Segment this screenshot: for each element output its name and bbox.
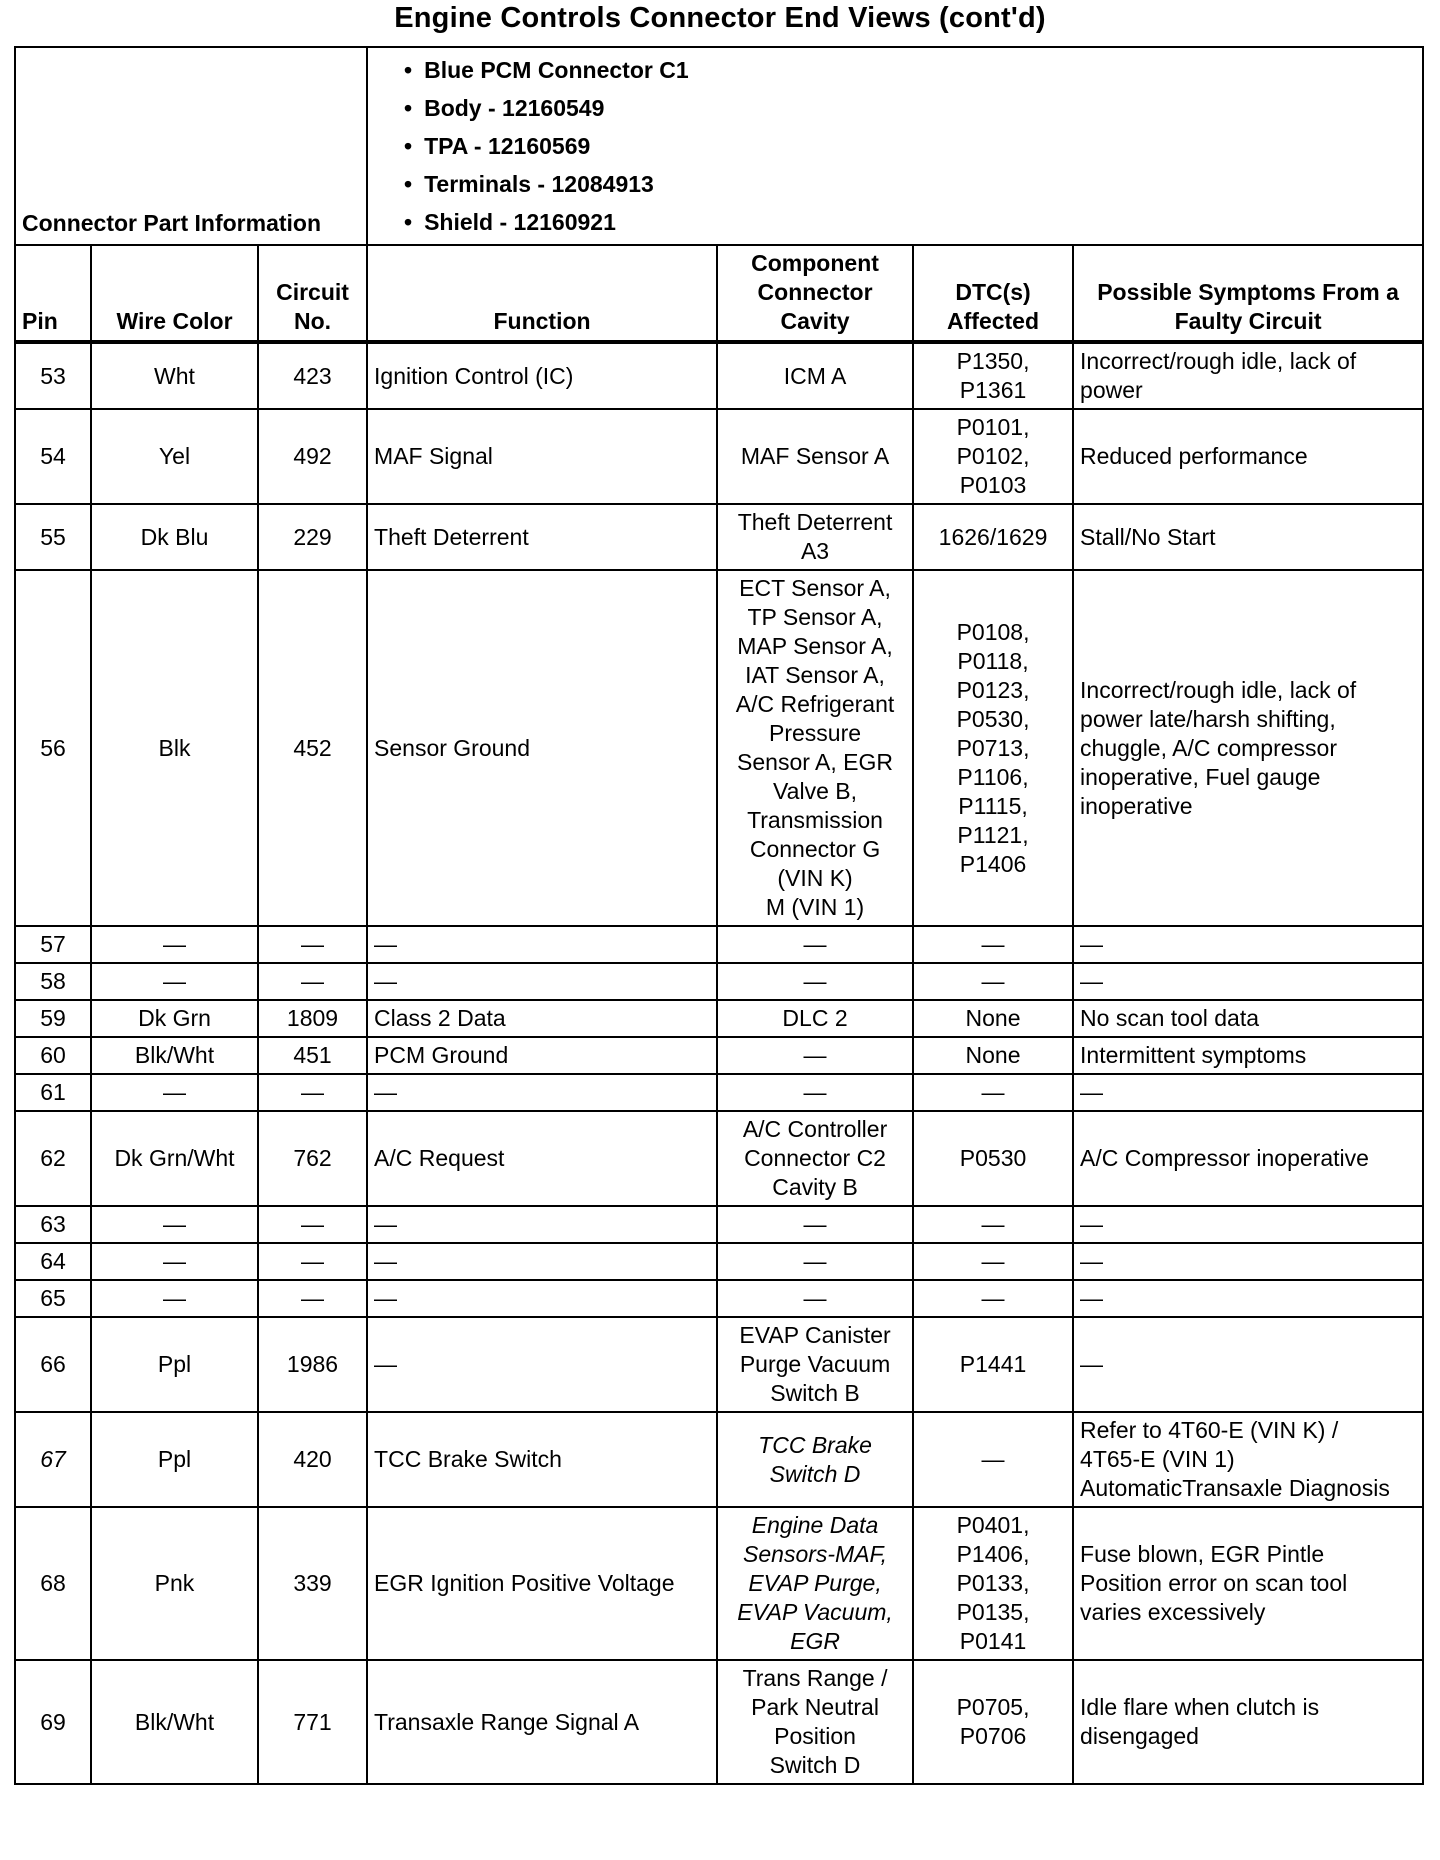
cavity-cell: — [717, 963, 913, 1000]
wire-color-cell: Wht [91, 342, 258, 409]
wire-color-cell: — [91, 1074, 258, 1111]
connector-info-item: • Terminals - 12084913 [404, 165, 1416, 203]
function-cell: MAF Signal [367, 409, 717, 504]
wire-color-cell: Ppl [91, 1317, 258, 1412]
header-wire-color: Wire Color [91, 245, 258, 342]
header-circuit: Circuit No. [258, 245, 367, 342]
dtc-cell: P0530 [913, 1111, 1073, 1206]
circuit-cell: 229 [258, 504, 367, 570]
circuit-cell: — [258, 1206, 367, 1243]
dtc-cell: — [913, 963, 1073, 1000]
wire-color-cell: Ppl [91, 1412, 258, 1507]
dtc-cell: — [913, 926, 1073, 963]
function-cell: — [367, 926, 717, 963]
header-pin: Pin [15, 245, 91, 342]
pin-cell: 63 [15, 1206, 91, 1243]
pin-cell: 57 [15, 926, 91, 963]
cavity-cell: ECT Sensor A, TP Sensor A, MAP Sensor A, IAT Sensor A, A/C Refrigerant Pressure Sensor A, EGR Valve B, Transmission Connector G (VIN K) M (VIN 1) [717, 570, 913, 926]
symptoms-cell: Idle flare when clutch is disengaged [1073, 1660, 1423, 1784]
cavity-cell: — [717, 926, 913, 963]
table-row [15, 1206, 1423, 1243]
circuit-cell: 420 [258, 1412, 367, 1507]
dtc-cell: — [913, 1206, 1073, 1243]
function-cell: TCC Brake Switch [367, 1412, 717, 1507]
dtc-cell: P1350, P1361 [913, 342, 1073, 409]
circuit-cell: — [258, 963, 367, 1000]
table-row [15, 1074, 1423, 1111]
cavity-cell: TCC Brake Switch D [717, 1412, 913, 1507]
pin-cell: 55 [15, 504, 91, 570]
pin-cell: 64 [15, 1243, 91, 1280]
table-row [15, 1660, 1423, 1784]
symptoms-cell: Incorrect/rough idle, lack of power late/harsh shifting, chuggle, A/C compressor inoperative, Fuel gauge inoperative [1073, 570, 1423, 926]
connector-table [14, 46, 1424, 1785]
dtc-cell: P0705, P0706 [913, 1660, 1073, 1784]
symptoms-cell: — [1073, 1074, 1423, 1111]
cavity-cell: MAF Sensor A [717, 409, 913, 504]
circuit-cell: 339 [258, 1507, 367, 1660]
symptoms-cell: A/C Compressor inoperative [1073, 1111, 1423, 1206]
symptoms-cell: — [1073, 1317, 1423, 1412]
circuit-cell: 1809 [258, 1000, 367, 1037]
function-cell: Theft Deterrent [367, 504, 717, 570]
circuit-cell: 452 [258, 570, 367, 926]
table-row [15, 570, 1423, 926]
dtc-cell: None [913, 1037, 1073, 1074]
function-cell: Class 2 Data [367, 1000, 717, 1037]
dtc-cell: — [913, 1243, 1073, 1280]
wire-color-cell: Dk Blu [91, 504, 258, 570]
wire-color-cell: Blk/Wht [91, 1660, 258, 1784]
header-cavity: Component Connector Cavity [717, 245, 913, 342]
dtc-cell: P0101, P0102, P0103 [913, 409, 1073, 504]
wire-color-cell: Pnk [91, 1507, 258, 1660]
dtc-cell: — [913, 1412, 1073, 1507]
function-cell: A/C Request [367, 1111, 717, 1206]
function-cell: EGR Ignition Positive Voltage [367, 1507, 717, 1660]
cavity-cell: — [717, 1037, 913, 1074]
pin-cell: 65 [15, 1280, 91, 1317]
symptoms-cell: — [1073, 963, 1423, 1000]
wire-color-cell: — [91, 926, 258, 963]
pin-cell: 68 [15, 1507, 91, 1660]
dtc-cell: P1441 [913, 1317, 1073, 1412]
cavity-cell: EVAP Canister Purge Vacuum Switch B [717, 1317, 913, 1412]
cavity-cell: Trans Range / Park Neutral Position Switch D [717, 1660, 913, 1784]
pin-cell: 61 [15, 1074, 91, 1111]
table-row [15, 1280, 1423, 1317]
wire-color-cell: Dk Grn/Wht [91, 1111, 258, 1206]
pin-cell: 60 [15, 1037, 91, 1074]
table-row [15, 1111, 1423, 1206]
table-row [15, 926, 1423, 963]
circuit-cell: — [258, 1074, 367, 1111]
pin-cell: 67 [15, 1412, 91, 1507]
wire-color-cell: — [91, 1280, 258, 1317]
circuit-cell: — [258, 1243, 367, 1280]
function-cell: — [367, 1280, 717, 1317]
cavity-cell: — [717, 1243, 913, 1280]
pin-cell: 69 [15, 1660, 91, 1784]
dtc-cell: P0401, P1406, P0133, P0135, P0141 [913, 1507, 1073, 1660]
pin-cell: 54 [15, 409, 91, 504]
symptoms-cell: — [1073, 926, 1423, 963]
connector-info-row [15, 47, 1423, 245]
wire-color-cell: — [91, 1243, 258, 1280]
function-cell: Transaxle Range Signal A [367, 1660, 717, 1784]
symptoms-cell: Refer to 4T60-E (VIN K) / 4T65-E (VIN 1) AutomaticTransaxle Diagnosis [1073, 1412, 1423, 1507]
function-cell: — [367, 1243, 717, 1280]
symptoms-cell: Intermittent symptoms [1073, 1037, 1423, 1074]
function-cell: PCM Ground [367, 1037, 717, 1074]
header-symptoms: Possible Symptoms From a Faulty Circuit [1073, 245, 1423, 342]
pin-cell: 66 [15, 1317, 91, 1412]
circuit-cell: 1986 [258, 1317, 367, 1412]
function-cell: — [367, 1317, 717, 1412]
connector-info-cell [367, 47, 1423, 245]
pin-cell: 53 [15, 342, 91, 409]
function-cell: — [367, 1074, 717, 1111]
symptoms-cell: — [1073, 1280, 1423, 1317]
pin-cell: 62 [15, 1111, 91, 1206]
circuit-cell: 762 [258, 1111, 367, 1206]
wire-color-cell: Blk/Wht [91, 1037, 258, 1074]
symptoms-cell: — [1073, 1243, 1423, 1280]
symptoms-cell: — [1073, 1206, 1423, 1243]
connector-info-item: • Shield - 12160921 [404, 203, 1416, 241]
cavity-cell: — [717, 1280, 913, 1317]
table-row [15, 1507, 1423, 1660]
circuit-cell: — [258, 1280, 367, 1317]
table-row [15, 1000, 1423, 1037]
symptoms-cell: No scan tool data [1073, 1000, 1423, 1037]
wire-color-cell: — [91, 963, 258, 1000]
page-title: Engine Controls Connector End Views (cont'd) [394, 2, 1046, 34]
header-row [15, 245, 1423, 342]
circuit-cell: 771 [258, 1660, 367, 1784]
table-row [15, 504, 1423, 570]
cavity-cell: Theft Deterrent A3 [717, 504, 913, 570]
dtc-cell: — [913, 1074, 1073, 1111]
dtc-cell: 1626/1629 [913, 504, 1073, 570]
symptoms-cell: Fuse blown, EGR Pintle Position error on scan tool varies excessively [1073, 1507, 1423, 1660]
symptoms-cell: Stall/No Start [1073, 504, 1423, 570]
table-row [15, 1037, 1423, 1074]
circuit-cell: 451 [258, 1037, 367, 1074]
dtc-cell: None [913, 1000, 1073, 1037]
wire-color-cell: Dk Grn [91, 1000, 258, 1037]
function-cell: Ignition Control (IC) [367, 342, 717, 409]
circuit-cell: — [258, 926, 367, 963]
header-function: Function [367, 245, 717, 342]
table-row [15, 1317, 1423, 1412]
cavity-cell: — [717, 1074, 913, 1111]
function-cell: — [367, 963, 717, 1000]
symptoms-cell: Incorrect/rough idle, lack of power [1073, 342, 1423, 409]
dtc-cell: — [913, 1280, 1073, 1317]
connector-info-item: • Blue PCM Connector C1 [404, 51, 1416, 89]
table-row [15, 1412, 1423, 1507]
function-cell: Sensor Ground [367, 570, 717, 926]
wire-color-cell: — [91, 1206, 258, 1243]
table-row [15, 963, 1423, 1000]
cavity-cell: DLC 2 [717, 1000, 913, 1037]
dtc-cell: P0108, P0118, P0123, P0530, P0713, P1106, P1115, P1121, P1406 [913, 570, 1073, 926]
circuit-cell: 492 [258, 409, 367, 504]
cavity-cell: A/C Controller Connector C2 Cavity B [717, 1111, 913, 1206]
cavity-cell: ICM A [717, 342, 913, 409]
connector-info-item: • Body - 12160549 [404, 89, 1416, 127]
circuit-cell: 423 [258, 342, 367, 409]
connector-info-list [374, 51, 1416, 241]
cavity-cell: Engine Data Sensors-MAF, EVAP Purge, EVAP Vacuum, EGR [717, 1507, 913, 1660]
header-dtc: DTC(s) Affected [913, 245, 1073, 342]
connector-info-label: Connector Part Information [15, 47, 367, 245]
table-row [15, 1243, 1423, 1280]
table-row [15, 342, 1423, 409]
pin-cell: 59 [15, 1000, 91, 1037]
pin-cell: 58 [15, 963, 91, 1000]
connector-info-item: • TPA - 12160569 [404, 127, 1416, 165]
function-cell: — [367, 1206, 717, 1243]
pin-cell: 56 [15, 570, 91, 926]
symptoms-cell: Reduced performance [1073, 409, 1423, 504]
table-row [15, 409, 1423, 504]
wire-color-cell: Blk [91, 570, 258, 926]
cavity-cell: — [717, 1206, 913, 1243]
wire-color-cell: Yel [91, 409, 258, 504]
